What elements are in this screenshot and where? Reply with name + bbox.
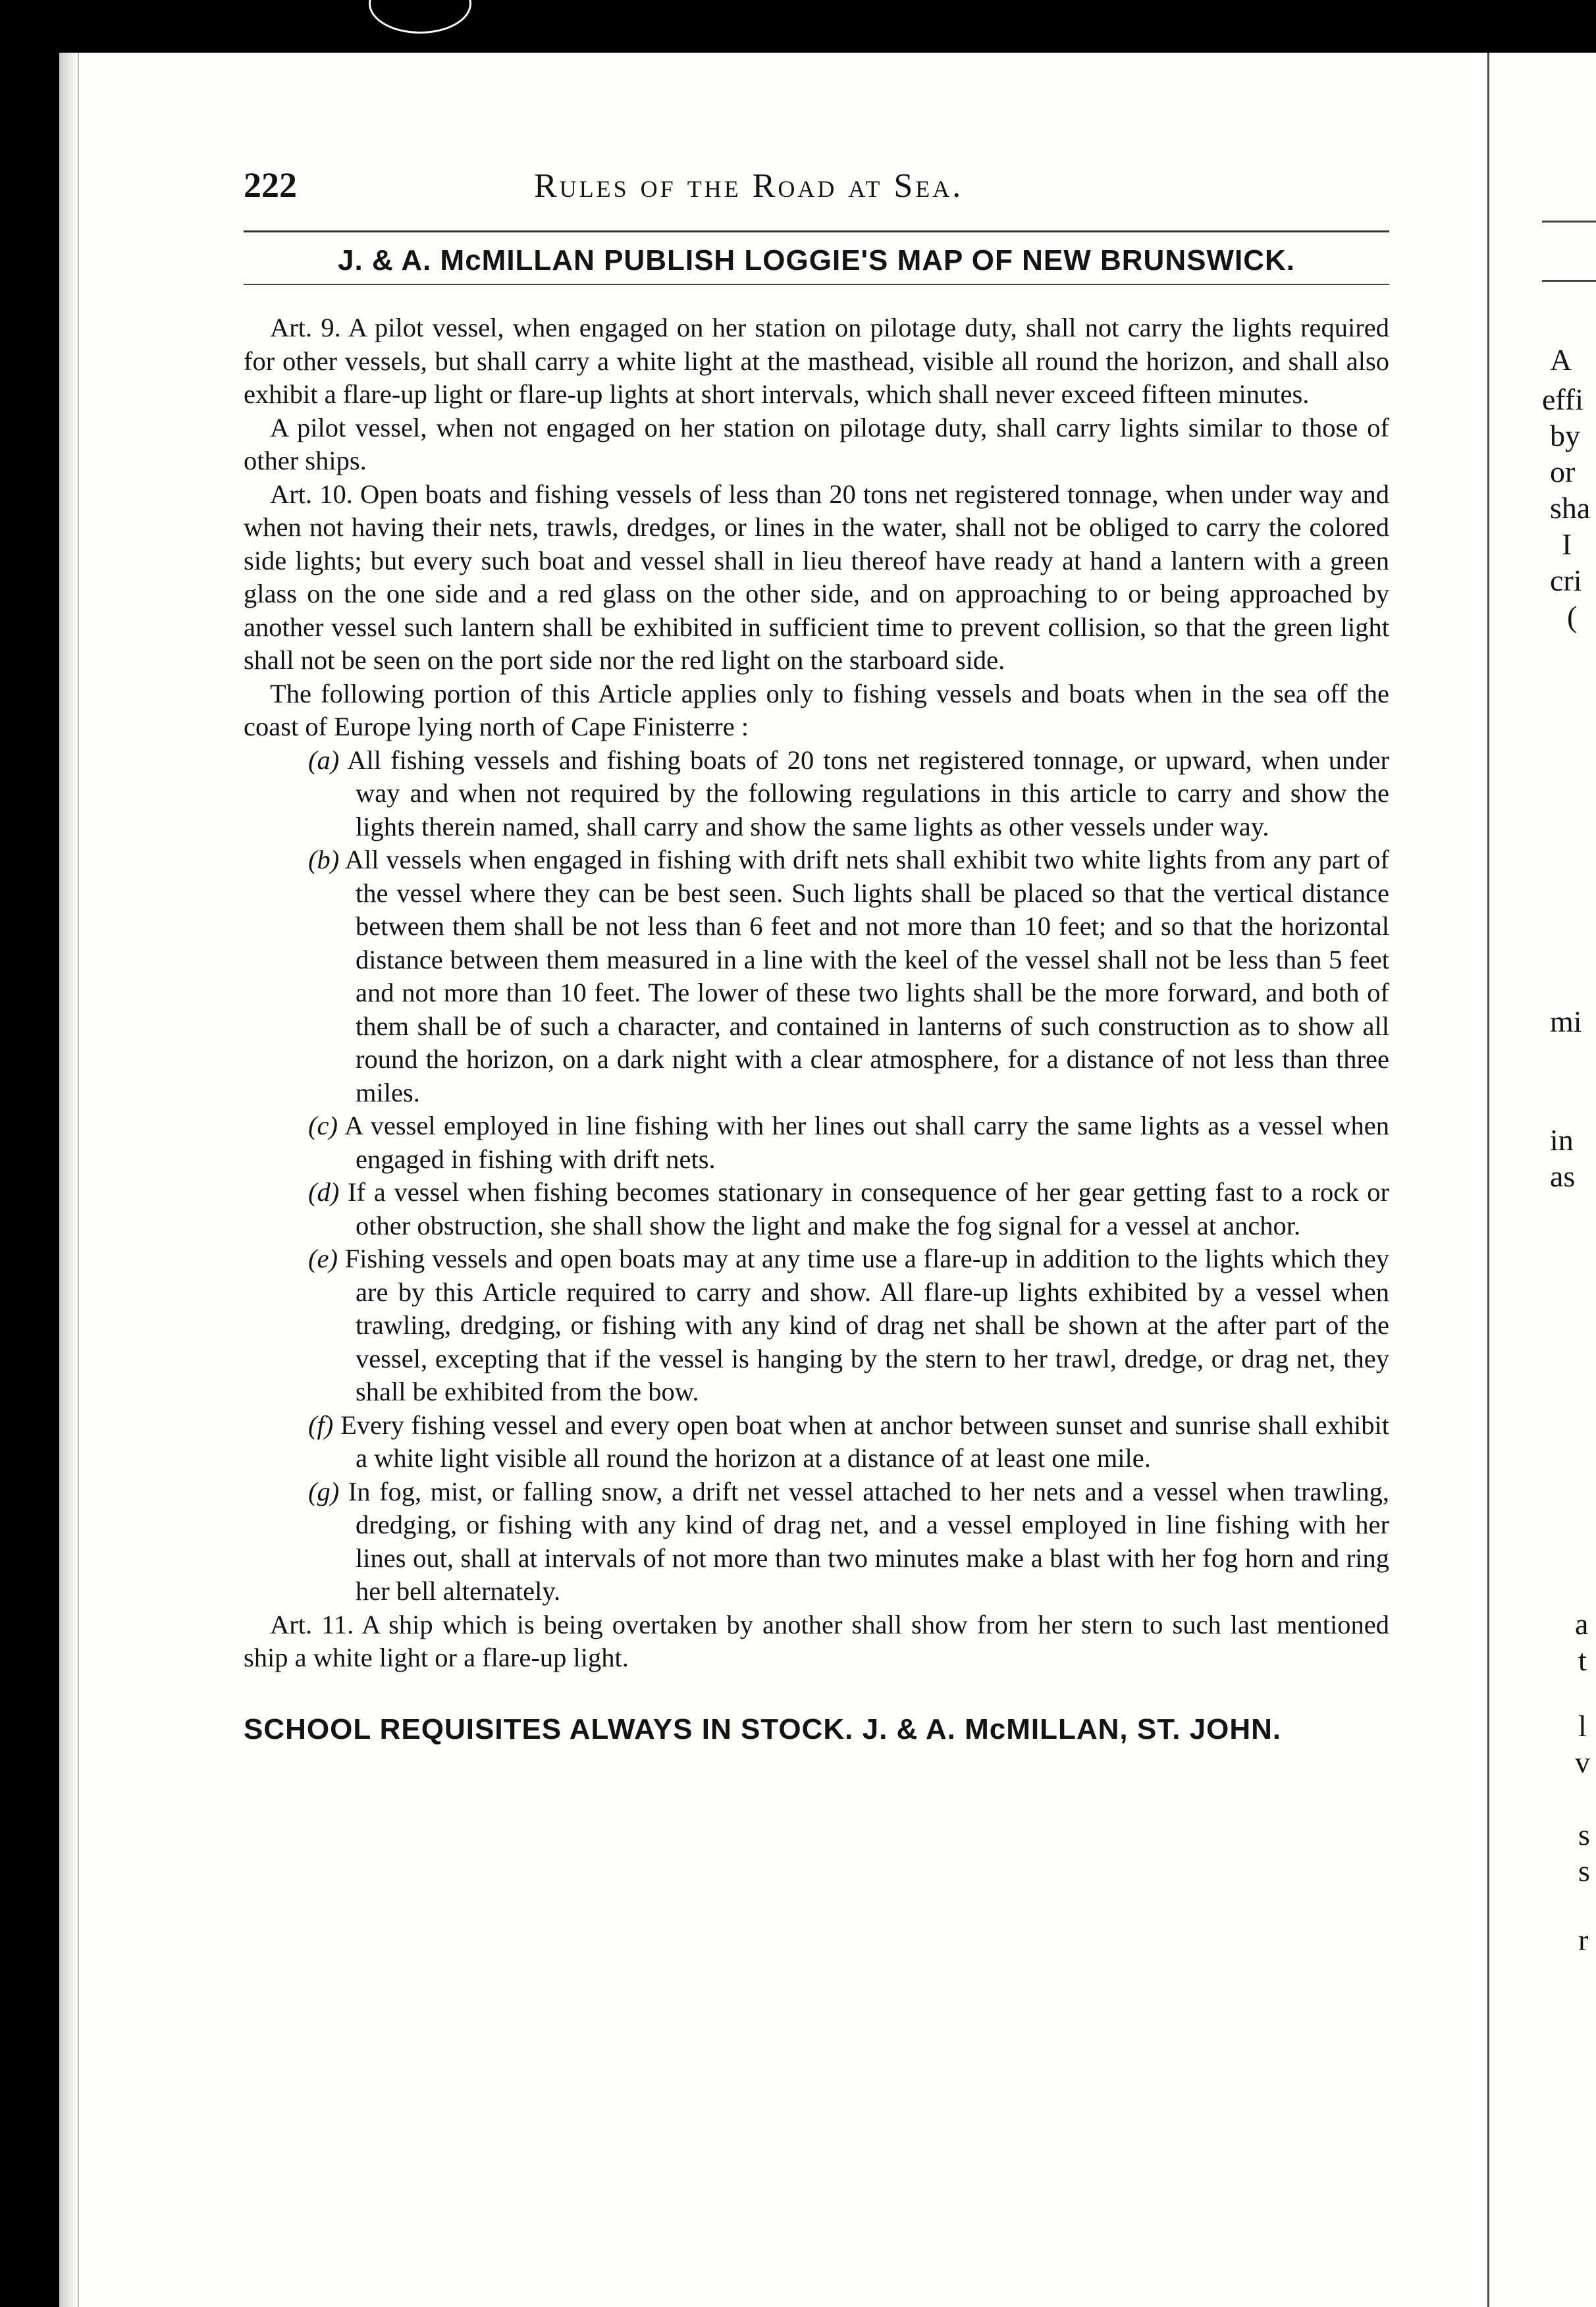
subclause-a bbox=[308, 744, 1389, 844]
adjacent-fragment: sha bbox=[1550, 491, 1591, 525]
article-10-paragraph: Art. 10. Open boats and fishing vessels of less than 20 tons net registered tonnage, when under way and when not having their nets, trawls, dredges, or lines in the water, shall not be obliged to carry the colored side lights; but every such boat and vessel shall in lieu thereof have ready at hand a lantern with a green glass on the one side and a red glass on the other side, and on approaching to or being approached by another vessel such lantern shall be exhibited in sufficient time to prevent collision, so that the green light shall not be seen on the port side nor the red light on the starboard side. bbox=[244, 479, 1389, 675]
subclause-label: (g) bbox=[308, 1476, 340, 1506]
subclause-text: In fog, mist, or falling snow, a drift net vessel attached to her nets and a vessel when trawling, dredging, or fishing with any kind of drag net, and a vessel employed in line fishing with her lines out, shall at intervals of not more than two minutes make a blast with her fog horn and ring her bell alternately. bbox=[348, 1476, 1389, 1606]
subclause-b bbox=[308, 843, 1390, 1109]
adjacent-fragment: effi bbox=[1542, 383, 1584, 416]
running-header bbox=[244, 165, 1389, 217]
adjacent-fragment: I bbox=[1562, 527, 1572, 561]
subclause-label: (a) bbox=[308, 745, 340, 775]
adjacent-fragment: mi bbox=[1550, 1005, 1582, 1038]
page-gutter bbox=[1472, 53, 1487, 2307]
subclause-label: (d) bbox=[308, 1177, 340, 1207]
adjacent-fragment: as bbox=[1550, 1159, 1576, 1193]
subclause-text: Every fishing vessel and every open boat when at anchor between sunset and sunrise shall exhibit a white light visible all round the horizon at a distance of at least one mile. bbox=[340, 1410, 1389, 1473]
article-10-paragraph: The following portion of this Article applies only to fishing vessels and boats when in the sea off the coast of Europe lying north of Cape Finisterre : bbox=[244, 678, 1389, 741]
adjacent-fragment: or bbox=[1550, 455, 1576, 489]
adjacent-page-rule bbox=[1542, 221, 1596, 223]
adjacent-fragment: cri bbox=[1550, 564, 1582, 597]
subclause-text: If a vessel when fishing becomes stationary in consequence of her gear getting fast to a rock or other obstruction, she shall show the light and make the fog signal for a vessel at anchor. bbox=[348, 1177, 1390, 1240]
adjacent-fragment: a bbox=[1575, 1607, 1589, 1641]
page-content bbox=[244, 165, 1389, 1746]
subclause-label: (c) bbox=[308, 1111, 338, 1140]
subclause-f bbox=[308, 1409, 1389, 1475]
scan-artifact-arc bbox=[369, 0, 471, 34]
subclause-g bbox=[308, 1475, 1389, 1608]
article-body bbox=[244, 311, 1389, 1675]
subclause-label: (f) bbox=[308, 1410, 334, 1440]
subclause-d bbox=[308, 1176, 1390, 1242]
adjacent-fragment: s bbox=[1578, 1854, 1590, 1888]
adjacent-fragment: A bbox=[1550, 343, 1572, 377]
adjacent-fragment: l bbox=[1578, 1709, 1587, 1743]
subclause-label: (e) bbox=[308, 1244, 338, 1273]
subclause-text: All vessels when engaged in fishing with drift nets shall exhibit two white lights from any part of the vessel where they can be best seen. Such lights shall be placed so that the vertical distance between them shall be not less than 6 feet and not more than 10 feet; and so that the horizontal distance between them measured in a line with the keel of the vessel shall not be less than 5 feet and not more than 10 feet. The lower of these two lights shall be the more forward, and both of them shall be of such a character, and contained in lanterns of such construction as to show all round the horizon, on a dark night with a clear atmosphere, for a distance of not less than three miles. bbox=[344, 845, 1390, 1107]
subclause-label: (b) bbox=[308, 845, 340, 874]
article-9-paragraph: A pilot vessel, when not engaged on her station on pilotage duty, shall carry lights similar to those of other ships. bbox=[244, 412, 1389, 475]
adjacent-page-rule bbox=[1542, 280, 1596, 282]
subclause-e bbox=[308, 1242, 1390, 1409]
bottom-advertisement: SCHOOL REQUISITES ALWAYS IN STOCK. J. & A. McMILLAN, ST. JOHN. bbox=[244, 1712, 1282, 1745]
adjacent-fragment: r bbox=[1578, 1923, 1589, 1957]
top-advertisement: J. & A. McMILLAN PUBLISH LOGGIE'S MAP OF NEW BRUNSWICK. bbox=[338, 244, 1295, 277]
adjacent-fragment: ( bbox=[1567, 600, 1578, 633]
adjacent-fragment: in bbox=[1550, 1123, 1574, 1157]
article-9-paragraph: Art. 9. A pilot vessel, when engaged on her station on pilotage duty, shall not carry the lights required for other vessels, but shall carry a white light at the masthead, visible all round the horizon, and shall also exhibit a flare-up light or flare-up lights at short intervals, which shall never exceed fifteen minutes. bbox=[244, 313, 1389, 409]
running-title: Rules of the Road at Sea. bbox=[534, 167, 964, 205]
subclause-text: A vessel employed in line fishing with her lines out shall carry the same lights as a vessel when engaged in fishing with drift nets. bbox=[344, 1111, 1390, 1174]
ad-rule bbox=[244, 284, 1389, 285]
adjacent-page-edge bbox=[1489, 53, 1596, 2307]
subclause-c bbox=[308, 1109, 1390, 1176]
adjacent-fragment: t bbox=[1578, 1643, 1587, 1677]
adjacent-fragment: v bbox=[1575, 1745, 1590, 1779]
adjacent-fragment: s bbox=[1578, 1818, 1590, 1851]
page-number: 222 bbox=[244, 165, 297, 205]
article-11-paragraph: Art. 11. A ship which is being overtaken by another shall show from her stern to such last mentioned ship a white light or a flare-up light. bbox=[244, 1609, 1389, 1672]
subclause-text: All fishing vessels and fishing boats of 20 tons net registered tonnage, or upward, when under way and when not required by the following regulations in this article to carry and show the lights therein named, shall carry and show the same lights as other vessels under way. bbox=[347, 745, 1389, 841]
adjacent-fragment: by bbox=[1550, 419, 1580, 452]
subclause-text: Fishing vessels and open boats may at any time use a flare-up in addition to the lights which they are by this Article required to carry and show. All flare-up lights exhibited by a vessel when trawling, dredging, or fishing with any kind of drag net shall be shown at the after part of the vessel, excepting that if the vessel is hanging by the stern to her trawl, dredge, or drag net, they shall be exhibited from the bow. bbox=[344, 1244, 1390, 1406]
